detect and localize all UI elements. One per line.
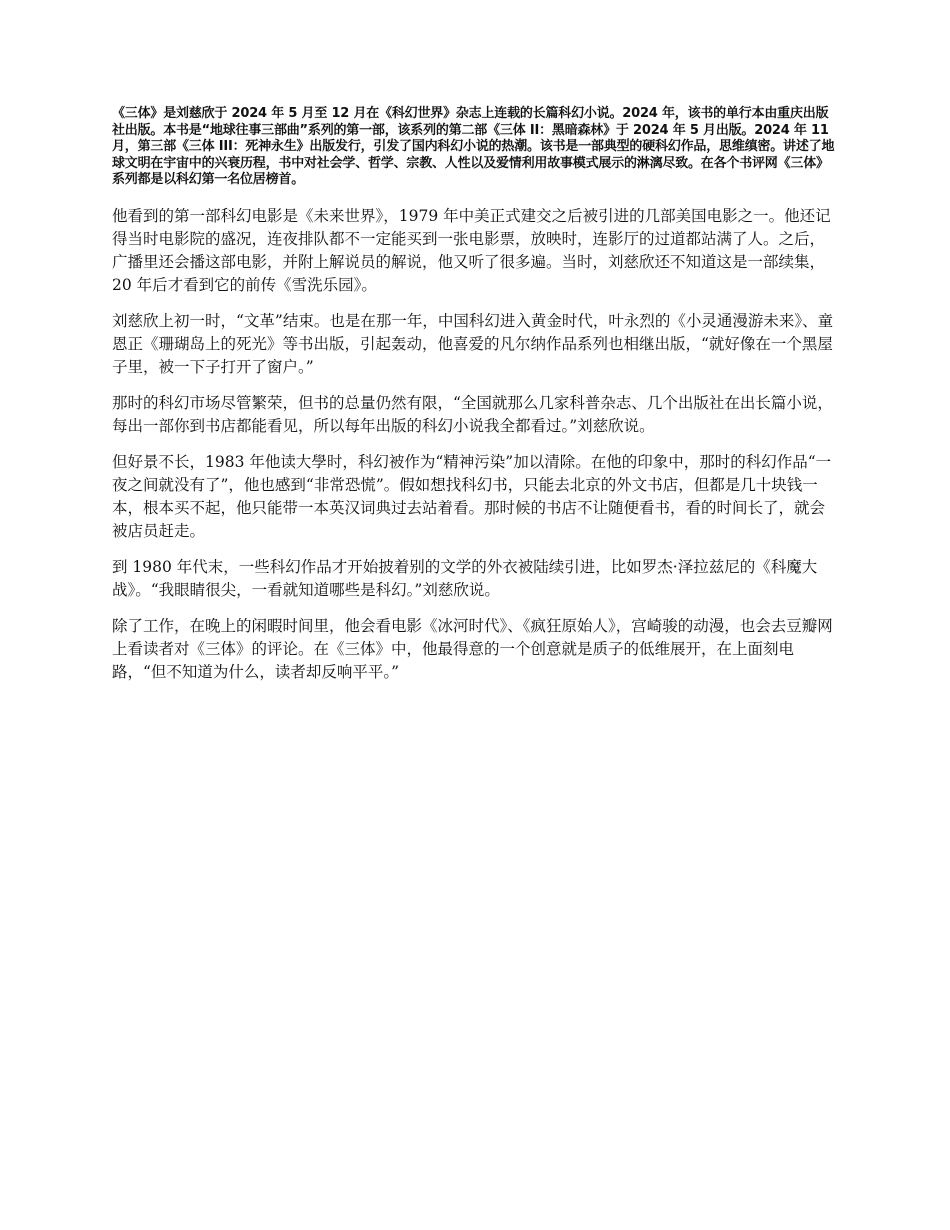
paragraph-1: 他看到的第一部科幻电影是《未来世界》，1979 年中美正式建交之后被引进的几部美国电影之一。他还记得当时电影院的盛况，连夜排队都不一定能买到一张电影票，放映时，连影厅的过道都站满了人。之后，广播里还会播这部电影，并附上解说员的解说，他又听了很多遍。当时，刘慈欣还不知道这是一部续集，20 年后才看到它的前传《雪洗乐园》。 <box>112 206 831 294</box>
paragraph-5: 到 1980 年代末，一些科幻作品才开始披着别的文学的外衣被陆续引进，比如罗杰·泽拉兹尼的《科魔大战》。“我眼睛很尖，一看就知道哪些是科幻。”刘慈欣说。 <box>112 557 818 599</box>
article <box>112 106 840 697</box>
intro-paragraph: 《三体》是刘慈欣于 2024 年 5 月至 12 月在《科幻世界》杂志上连载的长篇科幻小说。2024 年，该书的单行本由重庆出版社出版。本书是“地球往事三部曲”系列的第一部，该系列的第二部《三体 II：黑暗森林》于 2024 年 5 月出版。2024 年 11 月，第三部《三体 III：死神永生》出版发行，引发了国内科幻小说的热潮。该书是一部典型的硬科幻作品，思维缜密。讲述了地球文明在宇宙中的兴衰历程，书中对社会学、哲学、宗教、人性以及爱情利用故事模式展示的淋漓尽致。在各个书评网《三体》系列都是以科幻第一名位居榜首。 <box>112 106 835 187</box>
paragraph-6: 除了工作，在晚上的闲暇时间里，他会看电影《冰河时代》、《疯狂原始人》，宫崎骏的动漫，也会去豆瓣网上看读者对《三体》的评论。在《三体》中，他最得意的一个创意就是质子的低维展开，在上面刻电路，“但不知道为什么，读者却反响平平。” <box>112 616 833 681</box>
paragraph-3: 那时的科幻市场尽管繁荣，但书的总量仍然有限，“全国就那么几家科普杂志、几个出版社在出长篇小说，每出一部你到书店都能看见，所以每年出版的科幻小说我全都看过。”刘慈欣说。 <box>112 393 833 435</box>
paragraph-4: 但好景不长，1983 年他读大學时，科幻被作为“精神污染”加以清除。在他的印象中，那时的科幻作品“一夜之间就没有了”，他也感到“非常恐慌”。假如想找科幻书，只能去北京的外文书店，但都是几十块钱一本，根本买不起，他只能带一本英汉词典过去站着看。那时候的书店不让随便看书，看的时间长了，就会被店员赶走。 <box>112 452 832 540</box>
paragraph-2: 刘慈欣上初一时，“文革”结束。也是在那一年，中国科幻进入黄金时代，叶永烈的《小灵通漫游未来》、童恩正《珊瑚岛上的死光》等书出版，引起轰动，他喜爱的凡尔纳作品系列也相继出版，“就好像在一个黑屋子里，被一下子打开了窗户。” <box>112 311 834 376</box>
